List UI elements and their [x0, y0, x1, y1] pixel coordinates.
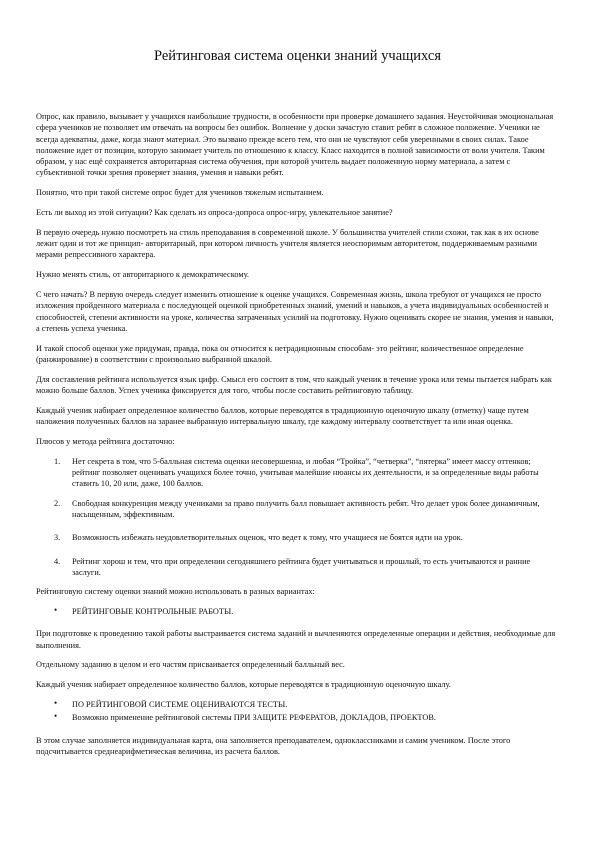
list-item-text: Возможность избежать неудовлетворительных оценок, что ведет к тому, что учащиеся не боятся идти на урок. — [72, 533, 463, 543]
paragraph: В этом случае заполняется индивидуальная карта, она заполняется преподавателем, одноклассниками и самим учеником. После этого подсчитывается среднеарифметическая величина, из расчета баллов. — [36, 735, 511, 756]
list-number: 3. — [54, 533, 61, 543]
list-item — [54, 697, 556, 710]
paragraph: Каждый ученик набирает определенное количество баллов, которые переводятся в традиционную оценочную шкалу. — [36, 680, 451, 690]
paragraph: Плюсов у метода рейтинга достаточно: — [36, 437, 175, 447]
list-item-text: Свободная конкуренция между учениками за право получить балл повышает активность ребят. Что делает урок более динамичным, насыщенным, эффективным. — [72, 498, 540, 520]
paragraph: Понятно, что при такой системе опрос будет для учеников тяжелым испытанием. — [36, 188, 324, 198]
list-item — [54, 605, 556, 617]
list-item — [54, 556, 556, 579]
list-number: 2. — [54, 498, 61, 508]
list-item — [54, 456, 556, 490]
paragraph: И такой способ оценки уже придуман, правда, пока он относится к нетрадиционным способам- это рейтинг, количественное определение (ранжирование) в соответствии с произвольно выбранной шкалой. — [36, 343, 524, 365]
variants-list — [36, 699, 556, 724]
bullet-icon: • — [54, 697, 58, 708]
paragraph: С чего начать? В первую очередь следует изменить отношение к оценке учащихся. Современная жизнь, школа требуют от учащихся не просто изложения пройденного материала с последующей оценкой приобретенных знаний, умений и навыков, а учета индивидуальных особенностей и способностей, степени активности на уроке, количества затраченных усилий на подготовку. Нужно оценивать скорее не знания, умения и навыки, а степень успеха ученика. — [36, 290, 554, 333]
paragraph: Для составления рейтинга используется язык цифр. Смысл его состоит в том, что каждый ученик в течение урока или темы пытается набрать как можно больше баллов. Успех ученика фиксируется для того, чтобы после составить рейтинговую таблицу. — [36, 374, 552, 396]
paragraph: В первую очередь нужно посмотреть на стиль преподавания в современной школе. У большинства учителей стили схожи, так как в их основе лежит один и тот же принцип- авторитарный, при котором личность учителя является неоспоримым авторитетом, поддерживаемым разными мерами репрессивного характера. — [36, 227, 539, 260]
list-item-text: РЕЙТИНГОВЫЕ КОНТРОЛЬНЫЕ РАБОТЫ. — [72, 607, 234, 616]
list-item — [54, 498, 556, 521]
bullet-icon: • — [54, 605, 58, 615]
paragraph: Есть ли выход из этой ситуации? Как сделать из опроса-допроса опрос-игру, увлекательное занятие? — [36, 208, 393, 218]
list-item — [54, 532, 556, 543]
list-number: 4. — [54, 556, 61, 566]
paragraph: При подготовке к проведению такой работы выстраивается система заданий и вычленяются определенные операции и действия, необходимые для выполнения. — [36, 629, 556, 650]
list-item-text: Возможно применение рейтинговой системы ПРИ ЗАЩИТЕ РЕФЕРАТОВ, ДОКЛАДОВ, ПРОЕКТОВ. — [72, 713, 436, 723]
list-item-text: Нет секрета в том, что 5-балльная система оценки несовершенна, и любая “Тройка”, “четверка”, “пятерка” имеет массу оттенков; рейтинг позволяет оценивать учащихся более точно, учитывая малейшие нюансы их деятельности, и за определенные виды работы ставить 10, 20 или, даже, 100 баллов. — [72, 456, 539, 489]
paragraph: Отдельному заданию в целом и его частям присваивается определенный балльный вес. — [36, 660, 345, 670]
list-item-text: ПО РЕЙТИНГОВОЙ СИСТЕМЕ ОЦЕНИВАЮТСЯ ТЕСТЫ. — [72, 699, 288, 709]
bullet-icon: • — [54, 711, 58, 722]
paragraph: Рейтинговую систему оценки знаний можно использовать в разных вариантах: — [36, 587, 315, 597]
paragraph: Опрос, как правило, вызывает у учащихся наибольшие трудности, в особенности при проверке домашнего задания. Неустойчивая эмоциональная сфера учеников не позволяет им отвечать на вопросы без ошибок. Волнение у доски зачастую ставит ребят в сложное положение. Ученики не всегда адекватны, даже, когда знают материал. Это вызвано прежде всего тем, что они не чувствуют себя уверенными в своих силах. Такое положение идет от позиции, которую занимает учитель по отношению к классу. Класс находится в полной зависимости от воли учителя. Таким образом, у нас ещё сохраняется авторитарная система обучения, при которой учитель выдает положенную норму материала, а затем с субъективной точки зрения проверяет знания, умения и навыки ребят. — [36, 112, 554, 178]
variants-list — [36, 606, 556, 617]
list-item-text: Рейтинг хорош и тем, что при определении сегодняшнего рейтинга будет учитываться и прошлый, то есть учитываются и ранние заслуги. — [72, 556, 531, 577]
list-item — [54, 711, 556, 723]
document-body — [36, 111, 556, 766]
paragraph: Нужно менять стиль, от авторитарного к демократическому. — [36, 270, 249, 280]
pluses-list — [36, 456, 556, 578]
paragraph: Каждый ученик набирает определенное количество баллов, которые переводятся в традиционную оценочную шкалу (отметку) чаще путем наложения полученных баллов на заранее выбранную интервальную шкалу, где каждому интервалу соответствует та или иная оценка. — [36, 405, 529, 427]
document-title: Рейтинговая система оценки знаний учащихся — [154, 48, 441, 64]
list-number: 1. — [54, 456, 61, 466]
